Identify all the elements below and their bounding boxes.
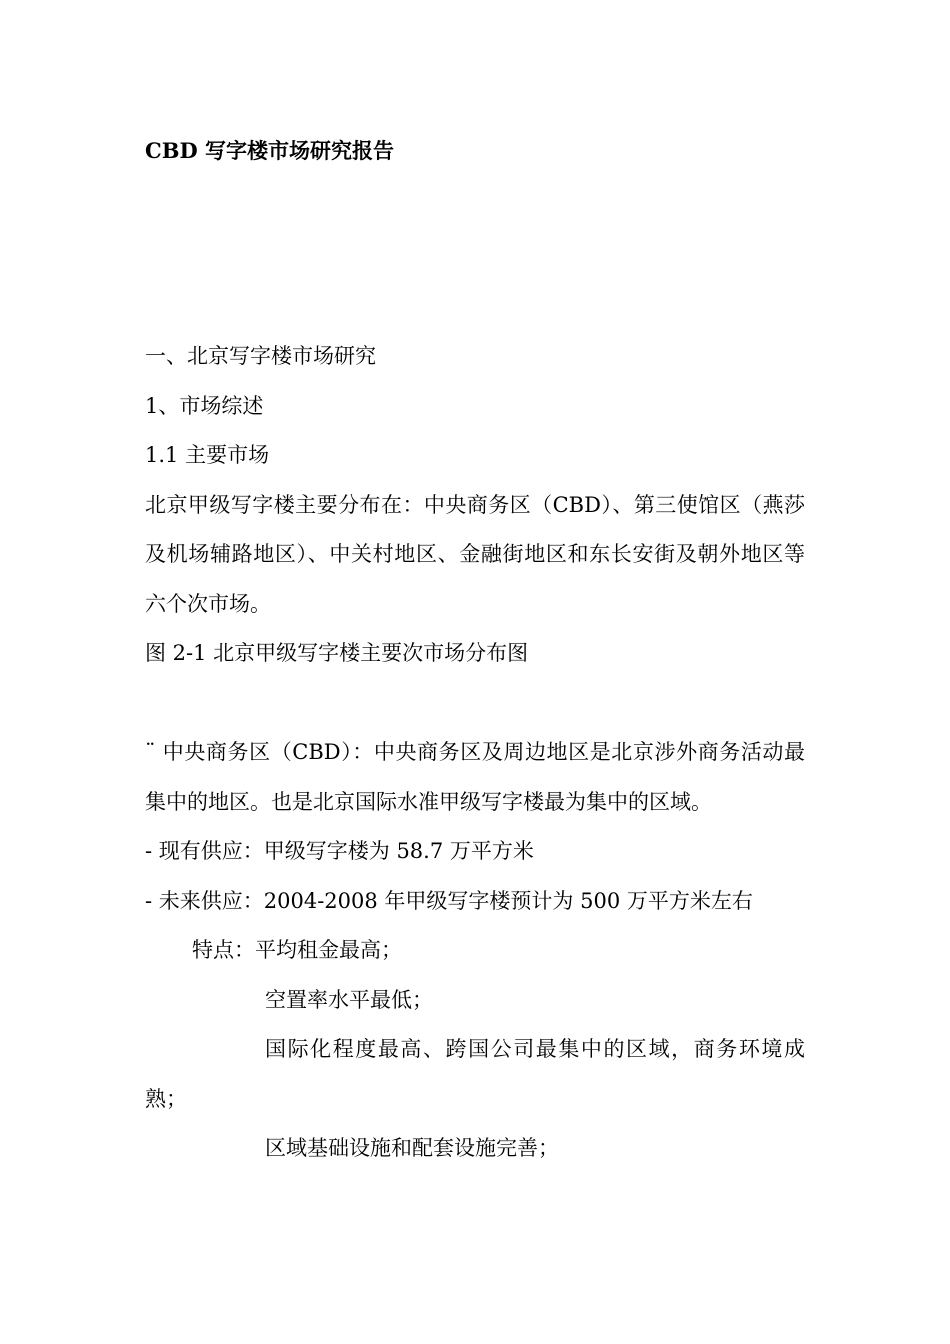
- feature-item: 国际化程度最高、跨国公司最集中的区域，商务环境成熟；: [145, 1037, 805, 1111]
- document-title: CBD 写字楼市场研究报告: [145, 138, 394, 163]
- subsection-heading: 1.1 主要市场: [145, 443, 270, 467]
- figure-space: [145, 679, 805, 729]
- feature-item: 空置率水平最低；: [265, 987, 433, 1012]
- feature-item: 特点：平均租金最高；: [192, 938, 402, 962]
- section-heading: 一、北京写字楼市场研究: [145, 344, 376, 368]
- supply-future: - 未来供应：2004-2008 年甲级写字楼预计为 500 万平方米左右: [145, 888, 753, 913]
- subsection-heading: 1、市场综述: [145, 393, 264, 418]
- feature-item: 区域基础设施和配套设施完善；: [265, 1136, 559, 1160]
- supply-current: - 现有供应：甲级写字楼为 58.7 万平方米: [145, 839, 534, 863]
- figure-caption: 图 2-1 北京甲级写字楼主要次市场分布图: [145, 641, 529, 665]
- paragraph-markets: 北京甲级写字楼主要分布在：中央商务区（CBD）、第三使馆区（燕莎及机场辅路地区）、中关村地区、金融街地区和东长安街及朝外地区等六个次市场。: [145, 492, 805, 616]
- cbd-intro: ¨ 中央商务区（CBD）：中央商务区及周边地区是北京涉外商务活动最集中的地区。也是北京国际水准甲级写字楼最为集中的区域。: [145, 740, 805, 814]
- document-body: [145, 332, 805, 1174]
